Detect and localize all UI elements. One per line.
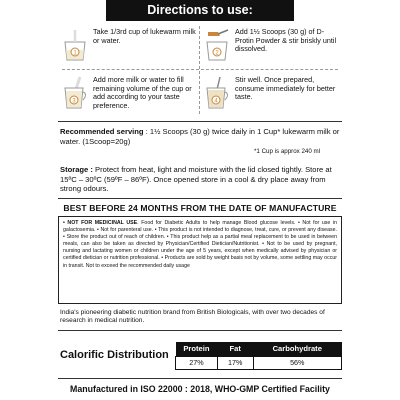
step-4 xyxy=(200,70,342,118)
manufacturing-statement: Manufactured in ISO 22000 : 2018, WHO-GMP Certified Facility xyxy=(70,384,330,394)
divider-line xyxy=(58,378,342,379)
svg-text:3: 3 xyxy=(72,98,76,105)
cup-fill-icon xyxy=(62,76,88,110)
best-before-notice: BEST BEFORE 24 MONTHS FROM THE DATE OF MANUFACTURE xyxy=(63,203,337,213)
storage-instructions xyxy=(60,165,342,194)
storage-label: Storage : xyxy=(60,165,93,174)
step-3-text: Add more milk or water to fill remaining volume of the cup or add according to your taste preference. xyxy=(93,75,192,110)
scoop-powder-icon xyxy=(204,28,230,62)
directions-steps xyxy=(58,22,342,118)
step-2 xyxy=(200,22,342,70)
step-4-text: Stir well. Once prepared, consume immediately for better taste. xyxy=(235,75,336,102)
calorific-title: Calorific Distribution xyxy=(60,349,169,361)
cup-note: *1 Cup is approx 240 ml xyxy=(254,148,321,155)
calorific-value-row xyxy=(176,356,342,369)
svg-text:4: 4 xyxy=(214,98,218,105)
carbohydrate-value: 56% xyxy=(253,356,341,369)
calorific-header-row xyxy=(176,342,342,356)
directions-header: Directions to use: xyxy=(106,0,294,21)
divider-line xyxy=(58,198,342,199)
warning-text: . Food for Diabetic Adults to help manage Blood glucose levels. • Not for use in galactosemia. • Not for parenteral use. • This product is not intended to diagnose, treat, cure, or prevent any disease. • Store the product out of reach of children. • This product help as a partial meal replacement to be used in between meals, can also be taken as directed by Physician/Certified Dietician/Nutritionist. • Not to be used by pregnant, nursing and lactating women or children under the age of 5 years, except when medically advised by physician or certified dietician or nutrition professional. • Products are sold by weight basis not by volume, some settling may occur in transit. Not to exceed the recommended daily usage xyxy=(63,220,337,269)
not-medicinal-label: • NOT FOR MEDICINAL USE xyxy=(63,220,138,226)
fat-header: Fat xyxy=(217,342,253,356)
serving-text: : 1½ Scoops (30 g) twice daily in 1 Cup* lukewarm milk or water. (1Scoop=20g) xyxy=(60,127,340,146)
carbohydrate-header: Carbohydrate xyxy=(253,342,341,356)
svg-text:2: 2 xyxy=(215,50,219,57)
divider-line xyxy=(58,121,342,122)
warning-box xyxy=(58,216,342,304)
brand-statement: India's pioneering diabetic nutrition brand from British Biologicals, with over two decades of research in medical nutrition. xyxy=(60,309,325,325)
svg-text:1: 1 xyxy=(73,50,77,57)
cup-pour-icon xyxy=(62,28,88,62)
cup-stir-icon xyxy=(204,76,230,110)
divider-line xyxy=(58,330,342,331)
calorific-table xyxy=(175,342,342,370)
serving-label: Recommended serving xyxy=(60,127,144,136)
protein-header: Protein xyxy=(176,342,218,356)
step-1-text: Take 1/3rd cup of lukewarm milk or water. xyxy=(93,27,196,45)
protein-value: 27% xyxy=(176,356,218,369)
storage-text: Protect from heat, light and moisture with the lid closed tightly. Store at 15ºC – 30ºC (59ºF – 86ºF). Once opened store in a cool & dry place away from strong odours. xyxy=(60,165,332,193)
fat-value: 17% xyxy=(217,356,253,369)
step-2-text: Add 1½ Scoops (30 g) of D-Protin Powder & stir briskly until dissolved. xyxy=(235,27,337,54)
recommended-serving xyxy=(60,127,342,146)
step-3 xyxy=(58,70,200,118)
step-1 xyxy=(58,22,200,70)
